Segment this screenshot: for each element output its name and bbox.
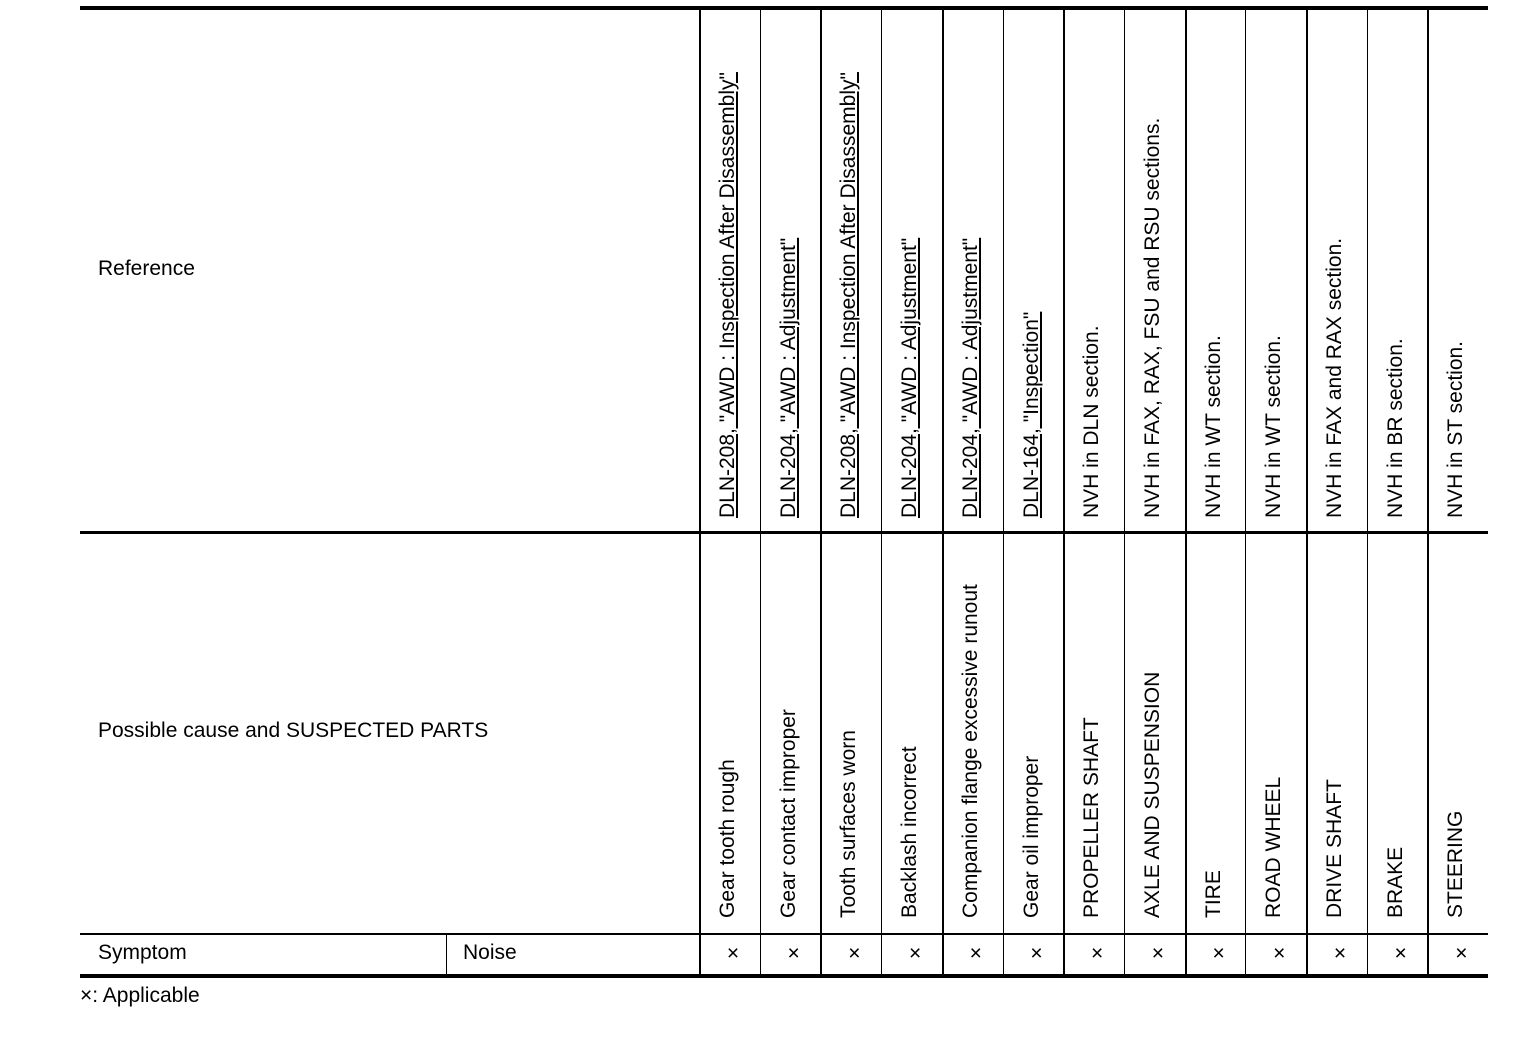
reference-row-divider — [80, 531, 1488, 534]
applicable-mark: × — [726, 942, 740, 965]
cause-cell: Gear oil improper — [1019, 755, 1043, 918]
reference-cell: NVH in WT section. — [1262, 335, 1286, 518]
column-divider — [1245, 10, 1246, 975]
cause-cell: ROAD WHEEL — [1262, 776, 1286, 918]
symptom-divider — [446, 934, 447, 975]
cause-cell: Companion flange excessive runout — [958, 584, 982, 918]
cause-cell: STEERING — [1444, 810, 1468, 918]
table-bottom-border — [80, 974, 1488, 978]
cause-cell: AXLE AND SUSPENSION — [1140, 671, 1164, 918]
column-divider — [1427, 10, 1429, 975]
cause-header: Possible cause and SUSPECTED PARTS — [98, 719, 489, 742]
applicable-mark: × — [1394, 942, 1407, 965]
reference-cell: NVH in DLN section. — [1080, 325, 1104, 518]
applicable-mark: × — [1212, 942, 1225, 965]
reference-cell[interactable]: DLN-204, "AWD : Adjustment" — [898, 237, 922, 518]
cause-cell: PROPELLER SHAFT — [1080, 717, 1104, 918]
cause-cell: DRIVE SHAFT — [1323, 779, 1346, 918]
reference-cell: NVH in BR section. — [1383, 338, 1407, 518]
column-divider — [1003, 10, 1004, 975]
cause-cell: TIRE — [1201, 870, 1225, 918]
cause-cell: Backlash incorrect — [898, 746, 922, 918]
column-divider — [942, 10, 944, 975]
applicable-mark: × — [1273, 942, 1286, 965]
noise-label: Noise — [463, 941, 517, 964]
cause-cell: BRAKE — [1383, 846, 1407, 918]
column-divider — [820, 10, 822, 975]
footnote: ×: Applicable — [80, 984, 200, 1007]
reference-cell: NVH in ST section. — [1444, 340, 1468, 518]
column-divider — [1063, 10, 1065, 975]
symptom-label: Symptom — [98, 941, 187, 964]
applicable-mark: × — [1151, 942, 1165, 965]
column-divider — [1124, 10, 1125, 975]
applicable-mark: × — [969, 942, 982, 965]
column-divider — [1306, 10, 1308, 975]
column-divider — [699, 10, 701, 975]
cause-cell: Tooth surfaces worn — [837, 730, 861, 918]
reference-cell[interactable]: DLN-208, "AWD : Inspection After Disassembly" — [837, 72, 861, 518]
applicable-mark: × — [1455, 942, 1468, 965]
applicable-mark: × — [1333, 942, 1347, 965]
reference-cell: NVH in FAX, RAX, FSU and RSU sections. — [1140, 117, 1164, 518]
column-divider — [1367, 10, 1368, 975]
column-divider — [1185, 10, 1187, 975]
applicable-mark: × — [1030, 942, 1043, 965]
cause-cell: Gear contact improper — [776, 709, 800, 918]
reference-header: Reference — [98, 257, 195, 280]
applicable-mark: × — [848, 942, 861, 965]
applicable-mark: × — [1091, 942, 1104, 965]
reference-cell[interactable]: DLN-208, "AWD : Inspection After Disassembly" — [716, 72, 739, 518]
reference-cell: NVH in FAX and RAX section. — [1323, 237, 1346, 518]
column-divider — [760, 10, 761, 975]
reference-cell[interactable]: DLN-204, "AWD : Adjustment" — [776, 237, 800, 518]
reference-cell[interactable]: DLN-164, "Inspection" — [1019, 311, 1043, 518]
cause-cell: Gear tooth rough — [716, 759, 739, 918]
cause-row-divider — [80, 933, 1488, 935]
applicable-mark: × — [787, 942, 800, 965]
reference-cell: NVH in WT section. — [1201, 335, 1225, 518]
table-top-border — [80, 6, 1488, 10]
column-divider — [881, 10, 882, 975]
applicable-mark: × — [908, 942, 922, 965]
reference-cell[interactable]: DLN-204, "AWD : Adjustment" — [958, 237, 982, 518]
